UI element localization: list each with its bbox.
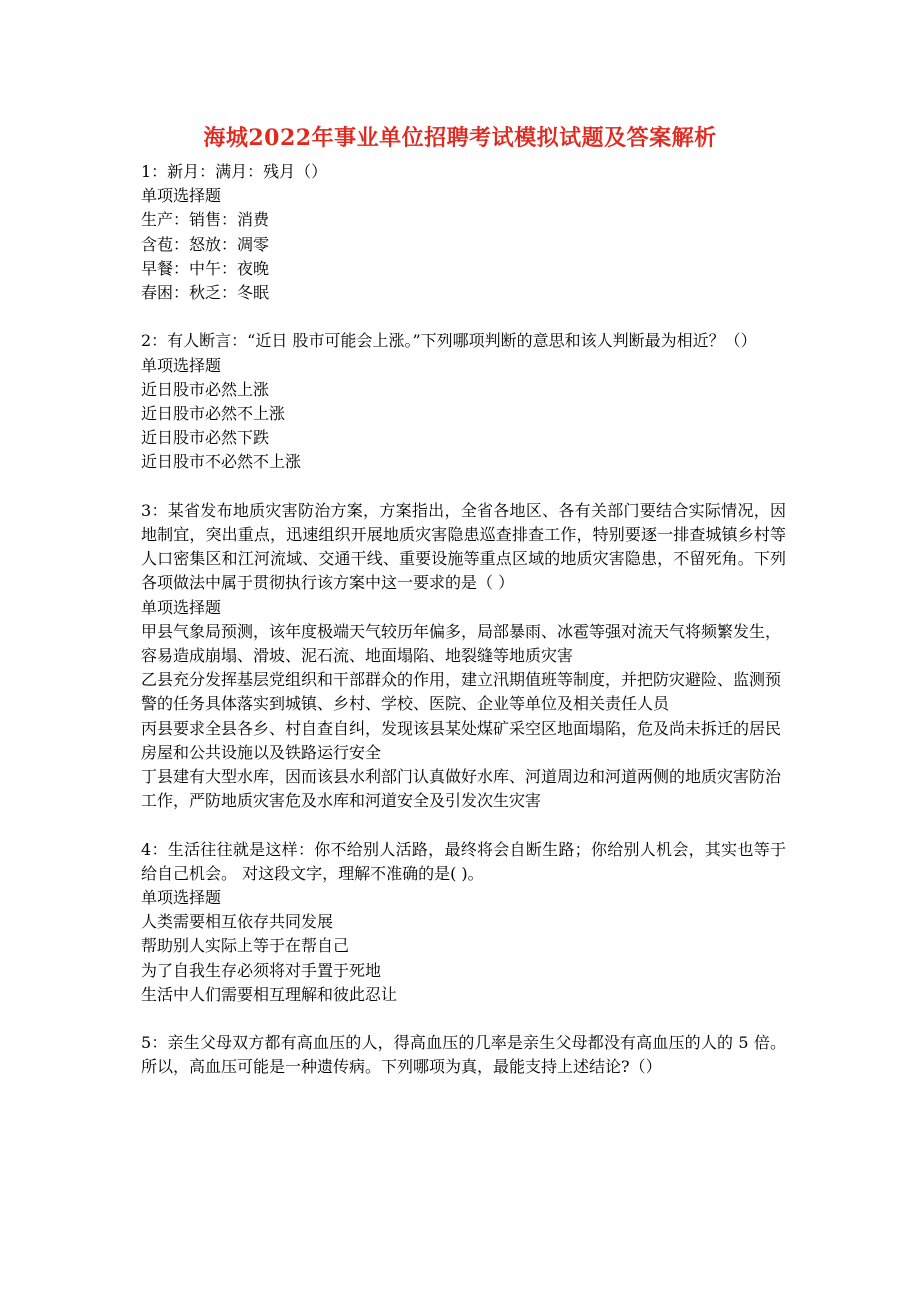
question-3	[141, 499, 786, 814]
option-d: 丁县建有大型水库，因而该县水利部门认真做好水库、河道周边和河道两侧的地质灾害防治工作，严防地质灾害危及水库和河道安全及引发次生灾害	[141, 767, 782, 811]
question-4	[141, 838, 786, 1007]
question-2	[141, 329, 786, 474]
option-c: 为了自我生存必须将对手置于死地	[141, 960, 382, 980]
document-title: 海城2022年事业单位招聘考试模拟试题及答案解析	[203, 125, 717, 151]
question-type: 单项选择题	[141, 888, 222, 908]
question-type: 单项选择题	[141, 597, 222, 617]
question-1	[141, 160, 786, 305]
option-b: 近日股市必然不上涨	[141, 404, 286, 424]
option-a: 甲县气象局预测，该年度极端天气较历年偏多，局部暴雨、冰雹等强对流天气将频繁发生，容易造成崩塌、滑坡、泥石流、地面塌陷、地裂缝等地质灾害	[141, 621, 782, 666]
question-type: 单项选择题	[141, 186, 222, 206]
question-5	[141, 1031, 786, 1079]
option-b: 乙县充分发挥基层党组织和干部群众的作用，建立汛期值班等制度，并把防灾避险、监测预警的任务具体落实到城镇、乡村、学校、医院、企业等单位及相关责任人员	[141, 670, 782, 714]
option-b: 含苞：怒放：凋零	[141, 234, 270, 254]
question-stem: 5：亲生父母双方都有高血压的人，得高血压的几率是亲生父母都没有高血压的人的 5 倍。所以，高血压可能是一种遗传病。下列哪项为真，最能支持上述结论?（）	[141, 1033, 786, 1077]
option-c: 早餐：中午：夜晚	[141, 258, 270, 278]
question-type: 单项选择题	[141, 355, 222, 375]
question-stem: 1：新月：满月：残月（）	[141, 162, 328, 181]
option-c: 丙县要求全县各乡、村自查自纠，发现该县某处煤矿采空区地面塌陷，危及尚未拆迁的居民房屋和公共设施以及铁路运行安全	[141, 718, 782, 762]
question-stem: 4：生活往往就是这样：你不给别人活路，最终将会自断生路；你给别人机会，其实也等于给自己机会。 对这段文字，理解不准确的是( )。	[141, 839, 786, 883]
question-stem: 2：有人断言：“近日 股市可能会上涨。”下列哪项判断的意思和该人判断最为相近？（）	[141, 331, 757, 351]
option-c: 近日股市必然下跌	[141, 428, 270, 448]
option-d: 近日股市不必然不上涨	[141, 452, 302, 472]
question-stem: 3：某省发布地质灾害防治方案，方案指出，全省各地区、各有关部门要结合实际情况，因地制宜，突出重点，迅速组织开展地质灾害隐患巡查排查工作，特别要逐一排查城镇乡村等人口密集区和江河流域、交通干线、重要设施等重点区域的地质灾害隐患，不留死角。下列各项做法中属于贯彻执行该方案中这一要求的是（ ）	[141, 500, 786, 593]
option-a: 近日股市必然上涨	[141, 379, 270, 399]
option-a: 生产：销售：消费	[141, 210, 270, 230]
option-d: 生活中人们需要相互理解和彼此忍让	[141, 984, 398, 1004]
option-a: 人类需要相互依存共同发展	[141, 912, 334, 932]
option-d: 春困：秋乏：冬眠	[141, 283, 270, 303]
option-b: 帮助别人实际上等于在帮自己	[141, 936, 350, 956]
questions-container	[141, 160, 786, 1104]
